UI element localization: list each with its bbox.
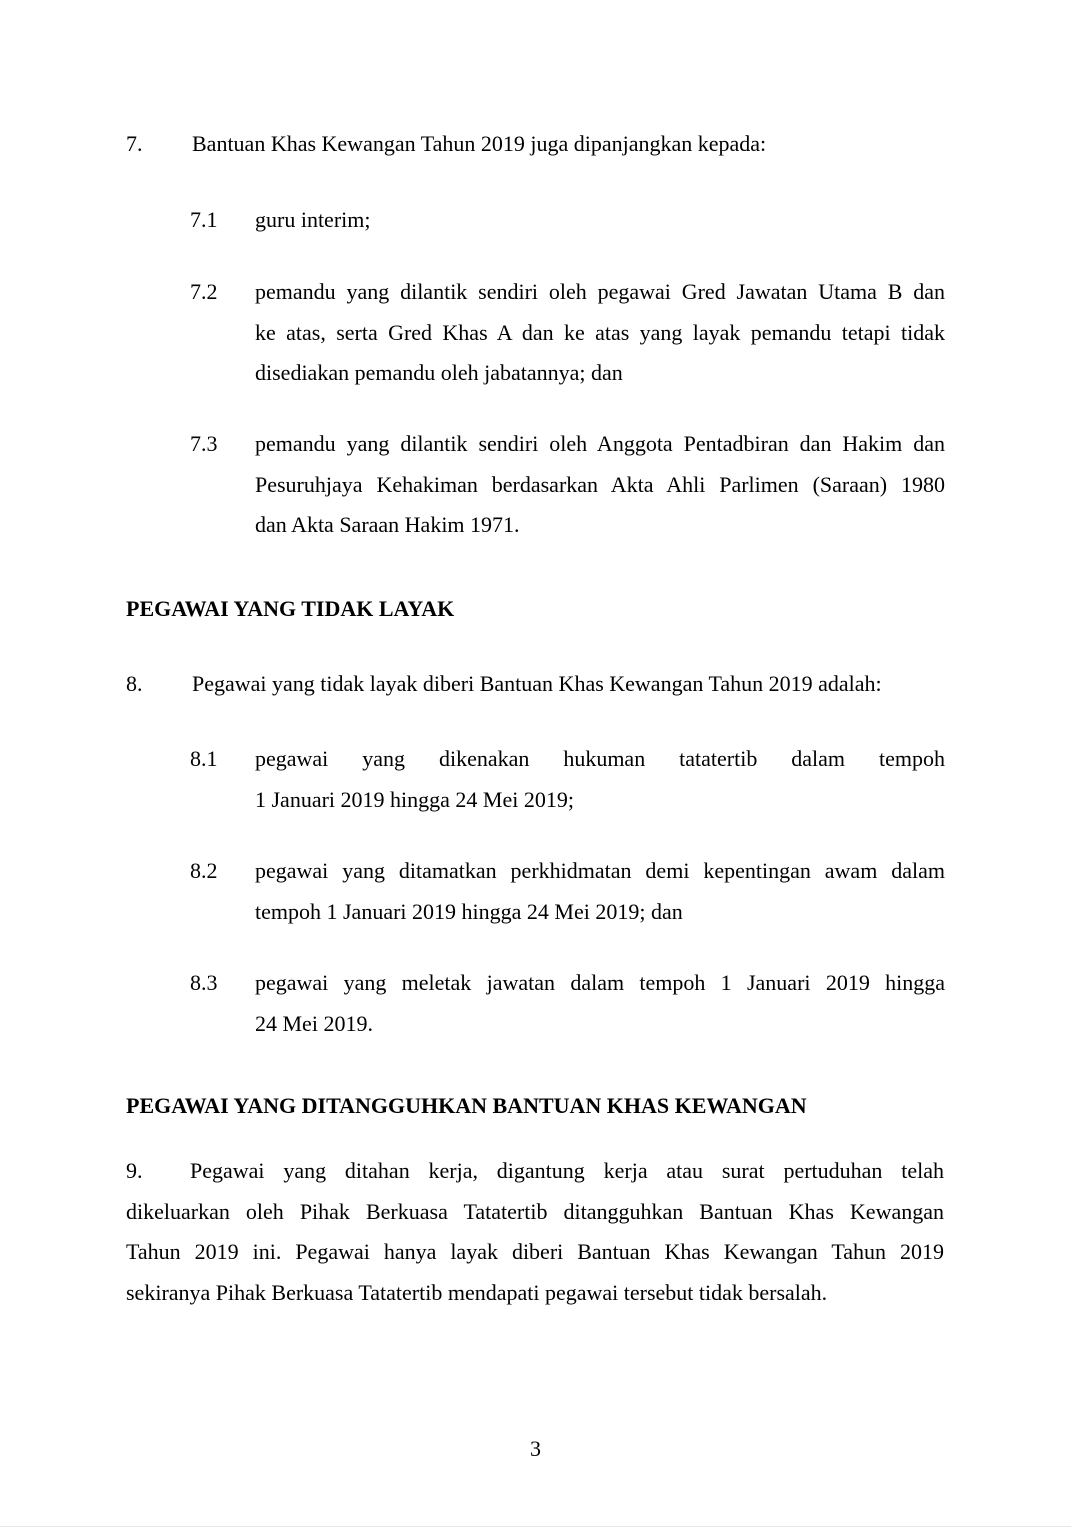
section-heading-tidak-layak: PEGAWAI YANG TIDAK LAYAK — [126, 596, 455, 621]
item-line: dan Akta Saraan Hakim 1971. — [255, 512, 520, 537]
paragraph-text: Pegawai yang tidak layak diberi Bantuan Khas Kewangan Tahun 2019 adalah: — [192, 671, 882, 696]
item-number: 8.2 — [190, 858, 218, 883]
item-line: disediakan pemandu oleh jabatannya; dan — [255, 360, 623, 385]
item-number: 7.2 — [190, 279, 218, 304]
item-line: pegawai yang ditamatkan perkhidmatan demi kepentingan awam dalam — [255, 858, 945, 883]
item-number: 8.3 — [190, 970, 218, 995]
item-number: 7.1 — [190, 207, 218, 232]
item-line: Pesuruhjaya Kehakiman berdasarkan Akta Ahli Parlimen (Saraan) 1980 — [255, 471, 945, 497]
item-line: tempoh 1 Januari 2019 hingga 24 Mei 2019; dan — [255, 898, 683, 924]
section-heading-ditangguhkan: PEGAWAI YANG DITANGGUHKAN BANTUAN KHAS KEWANGAN — [126, 1093, 807, 1118]
paragraph-text: Bantuan Khas Kewangan Tahun 2019 juga dipanjangkan kepada: — [192, 131, 767, 156]
paragraph-9 — [126, 1151, 944, 1313]
item-line: pemandu yang dilantik sendiri oleh pegawai Gred Jawatan Utama B dan — [255, 279, 945, 304]
item-line: pemandu yang dilantik sendiri oleh Anggota Pentadbiran dan Hakim dan — [255, 431, 945, 456]
paragraph-line: sekiranya Pihak Berkuasa Tatatertib mendapati pegawai tersebut tidak bersalah. — [126, 1279, 828, 1305]
item-line: 24 Mei 2019. — [255, 1010, 373, 1036]
paragraph-number: 8. — [126, 671, 143, 696]
paragraph-number: 9. — [126, 1158, 143, 1183]
item-number: 8.1 — [190, 746, 218, 771]
paragraph-line: Tahun 2019 ini. Pegawai hanya layak diberi Bantuan Khas Kewangan Tahun 2019 — [126, 1239, 944, 1264]
item-line: pegawai yang meletak jawatan dalam tempoh 1 Januari 2019 hingga — [255, 970, 945, 995]
paragraph-line: Pegawai yang ditahan kerja, digantung kerja atau surat pertuduhan telah — [190, 1158, 944, 1183]
page-number: 3 — [530, 1436, 541, 1461]
paragraph-number: 7. — [126, 131, 143, 156]
item-line: guru interim; — [255, 207, 371, 232]
item-line: ke atas, serta Gred Khas A dan ke atas yang layak pemandu tetapi tidak — [255, 319, 945, 345]
page-edge-divider — [0, 1526, 1071, 1527]
item-line: pegawai yang dikenakan hukuman tatatertib dalam tempoh — [255, 746, 945, 771]
paragraph-line: dikeluarkan oleh Pihak Berkuasa Tatatertib ditangguhkan Bantuan Khas Kewangan — [126, 1198, 944, 1224]
item-line: 1 Januari 2019 hingga 24 Mei 2019; — [255, 786, 574, 812]
item-number: 7.3 — [190, 431, 218, 456]
